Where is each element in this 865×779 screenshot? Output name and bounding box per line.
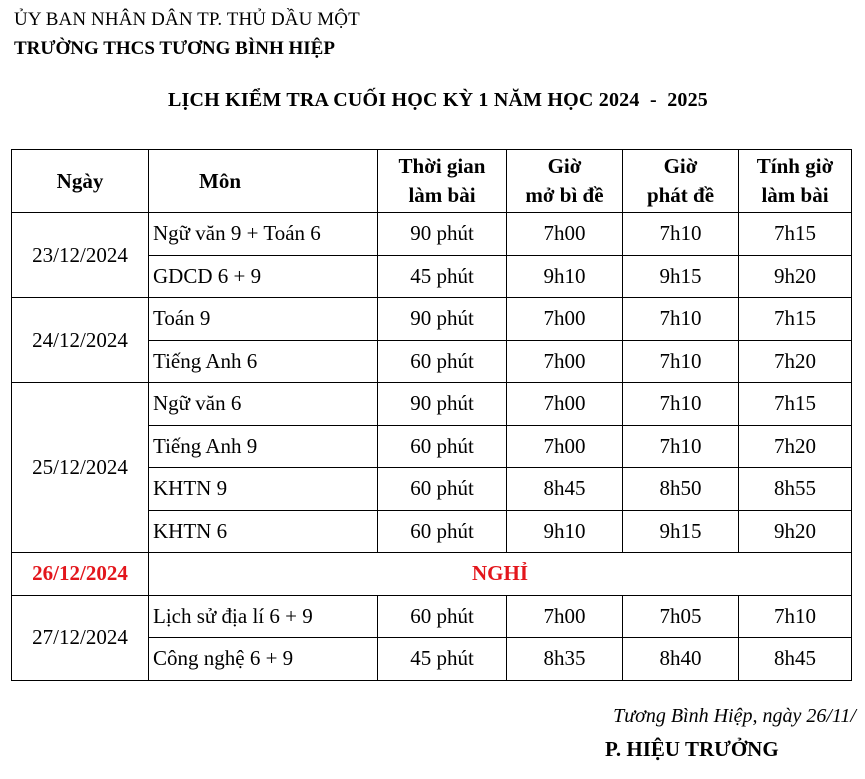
subject-cell: Ngữ văn 6 — [149, 383, 378, 426]
duration-cell: 60 phút — [378, 425, 507, 468]
column-header-start-line1: Tính giờ — [756, 154, 834, 178]
duration-cell: 45 phút — [378, 255, 507, 298]
holiday-label: NGHỈ — [149, 553, 852, 596]
column-header-hand-out-line1: Giờ — [663, 154, 698, 178]
open-time-cell: 8h45 — [507, 468, 623, 511]
open-time-cell: 7h00 — [507, 213, 623, 256]
start-cell: 7h15 — [739, 383, 852, 426]
hand-out-cell: 7h05 — [623, 595, 739, 638]
subject-cell: Công nghệ 6 + 9 — [149, 638, 378, 681]
place-date: Tương Bình Hiệp, ngày 26/11/ — [613, 705, 856, 727]
column-header-start-line2: làm bài — [761, 183, 829, 207]
duration-cell: 60 phút — [378, 595, 507, 638]
signer-title: P. HIỆU TRƯỞNG — [605, 737, 779, 761]
table-row — [12, 298, 852, 341]
duration-cell: 90 phút — [378, 298, 507, 341]
open-time-cell: 7h00 — [507, 340, 623, 383]
duration-cell: 45 phút — [378, 638, 507, 681]
column-header-hand-out-line2: phát đề — [646, 183, 715, 207]
hand-out-cell: 7h10 — [623, 383, 739, 426]
holiday-row — [12, 553, 852, 596]
exam-schedule-table — [11, 149, 852, 681]
start-cell: 7h20 — [739, 340, 852, 383]
hand-out-cell: 7h10 — [623, 298, 739, 341]
holiday-date-cell: 26/12/2024 — [12, 553, 149, 596]
school-name: TRƯỜNG THCS TƯƠNG BÌNH HIỆP — [14, 38, 335, 59]
subject-cell: Tiếng Anh 6 — [149, 340, 378, 383]
column-header-duration — [378, 150, 507, 213]
subject-cell: Tiếng Anh 9 — [149, 425, 378, 468]
start-cell: 9h20 — [739, 255, 852, 298]
open-time-cell: 7h00 — [507, 298, 623, 341]
start-cell: 8h55 — [739, 468, 852, 511]
column-header-duration-line2: làm bài — [408, 183, 476, 207]
hand-out-cell: 8h40 — [623, 638, 739, 681]
column-header-open-time-line1: Giờ — [547, 154, 582, 178]
start-cell: 8h45 — [739, 638, 852, 681]
table-row — [12, 595, 852, 638]
subject-cell: Toán 9 — [149, 298, 378, 341]
column-header-duration-line1: Thời gian — [398, 154, 486, 178]
open-time-cell: 7h00 — [507, 595, 623, 638]
table-row — [12, 213, 852, 256]
subject-cell: Lịch sử địa lí 6 + 9 — [149, 595, 378, 638]
date-cell: 25/12/2024 — [12, 383, 149, 553]
duration-cell: 90 phút — [378, 383, 507, 426]
open-time-cell: 9h10 — [507, 255, 623, 298]
duration-cell: 60 phút — [378, 468, 507, 511]
document-title: LỊCH KIỂM TRA CUỐI HỌC KỲ 1 NĂM HỌC 2024 - 2025 — [168, 89, 709, 111]
hand-out-cell: 8h50 — [623, 468, 739, 511]
column-header-open-time — [507, 150, 623, 213]
column-header-start — [739, 150, 852, 213]
open-time-cell: 8h35 — [507, 638, 623, 681]
hand-out-cell: 9h15 — [623, 510, 739, 553]
subject-cell: KHTN 6 — [149, 510, 378, 553]
hand-out-cell: 7h10 — [623, 340, 739, 383]
column-header-hand-out — [623, 150, 739, 213]
column-header-subject: Môn — [149, 150, 378, 213]
start-cell: 7h15 — [739, 298, 852, 341]
hand-out-cell: 9h15 — [623, 255, 739, 298]
date-cell: 24/12/2024 — [12, 298, 149, 383]
column-header-open-time-line2: mở bì đề — [525, 183, 604, 207]
open-time-cell: 7h00 — [507, 383, 623, 426]
authority-name: ỦY BAN NHÂN DÂN TP. THỦ DẦU MỘT — [14, 9, 360, 30]
start-cell: 9h20 — [739, 510, 852, 553]
subject-cell: Ngữ văn 9 + Toán 6 — [149, 213, 378, 256]
start-cell: 7h15 — [739, 213, 852, 256]
hand-out-cell: 7h10 — [623, 425, 739, 468]
start-cell: 7h10 — [739, 595, 852, 638]
duration-cell: 60 phút — [378, 340, 507, 383]
open-time-cell: 9h10 — [507, 510, 623, 553]
column-header-date: Ngày — [12, 150, 149, 213]
date-cell: 23/12/2024 — [12, 213, 149, 298]
table-row — [12, 383, 852, 426]
duration-cell: 90 phút — [378, 213, 507, 256]
date-cell: 27/12/2024 — [12, 595, 149, 680]
subject-cell: KHTN 9 — [149, 468, 378, 511]
hand-out-cell: 7h10 — [623, 213, 739, 256]
subject-cell: GDCD 6 + 9 — [149, 255, 378, 298]
table-header-row — [12, 150, 852, 213]
duration-cell: 60 phút — [378, 510, 507, 553]
open-time-cell: 7h00 — [507, 425, 623, 468]
start-cell: 7h20 — [739, 425, 852, 468]
